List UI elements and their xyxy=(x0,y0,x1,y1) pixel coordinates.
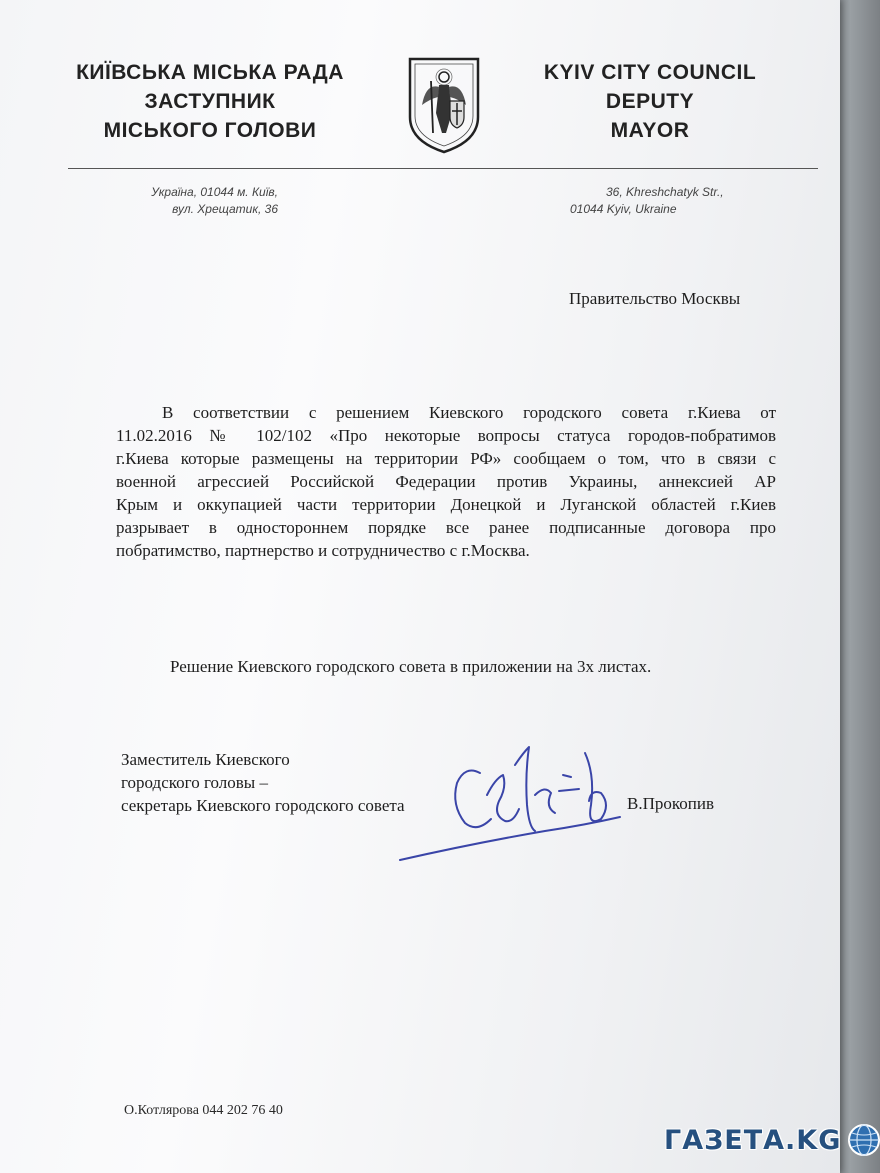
watermark-text: ГАЗЕТА.KG xyxy=(664,1124,842,1156)
contact-line: О.Котлярова 044 202 76 40 xyxy=(124,1103,283,1118)
header-ukrainian xyxy=(40,58,380,145)
signatory-title xyxy=(121,748,405,817)
address-ukrainian xyxy=(80,184,278,218)
signatory-name: В.Прокопив xyxy=(627,794,714,813)
body-line: побратимство, партнерство и сотрудничество с г.Москва. xyxy=(116,541,530,560)
body-line: Крым и оккупацией части территории Донецкой и Луганской областей г.Киев xyxy=(116,495,776,514)
body-line: военной агрессией Российской Федерации против Украины, аннексией АР xyxy=(116,472,776,491)
header-line: MAYOR xyxy=(610,119,690,142)
signatory-title-line: Заместитель Киевского xyxy=(121,750,290,769)
site-watermark xyxy=(664,1120,880,1160)
header-line: ЗАСТУПНИК xyxy=(144,90,276,113)
address-line: 36, Khreshchatyk Str., xyxy=(606,185,724,199)
body-line: г.Киева которые размещены на территории РФ» сообщаем о том, что в связи с xyxy=(116,449,776,468)
addressee: Правительство Москвы xyxy=(569,289,741,308)
kyiv-coat-of-arms-icon xyxy=(406,55,482,155)
address-line: Україна, 01044 м. Київ, xyxy=(151,185,278,199)
letter-body xyxy=(116,401,776,562)
attachment-note: Решение Киевского городского совета в приложении на 3х листах. xyxy=(170,657,652,676)
header-line: КИЇВСЬКА МІСЬКА РАДА xyxy=(76,61,344,84)
body-line: 11.02.2016 № 102/102 «Про некоторые вопросы статуса городов-побратимов xyxy=(116,426,776,445)
signatory-title-line: городского головы – xyxy=(121,773,268,792)
header-divider xyxy=(68,168,818,169)
signatory-title-line: секретарь Киевского городского совета xyxy=(121,796,405,815)
handwritten-signature xyxy=(395,735,625,865)
header-line: KYIV CITY COUNCIL xyxy=(543,61,757,84)
header-english xyxy=(530,58,770,145)
header-line: DEPUTY xyxy=(605,90,695,113)
address-english xyxy=(570,184,770,218)
address-line: вул. Хрещатик, 36 xyxy=(172,202,278,216)
header-line: МІСЬКОГО ГОЛОВИ xyxy=(103,119,317,142)
body-line: В соответствии с решением Киевского городского совета г.Киева от xyxy=(162,403,776,422)
body-line: разрывает в одностороннем порядке все ранее подписанные договора про xyxy=(116,518,776,537)
globe-icon xyxy=(847,1123,880,1157)
address-line: 01044 Kyiv, Ukraine xyxy=(570,202,677,216)
